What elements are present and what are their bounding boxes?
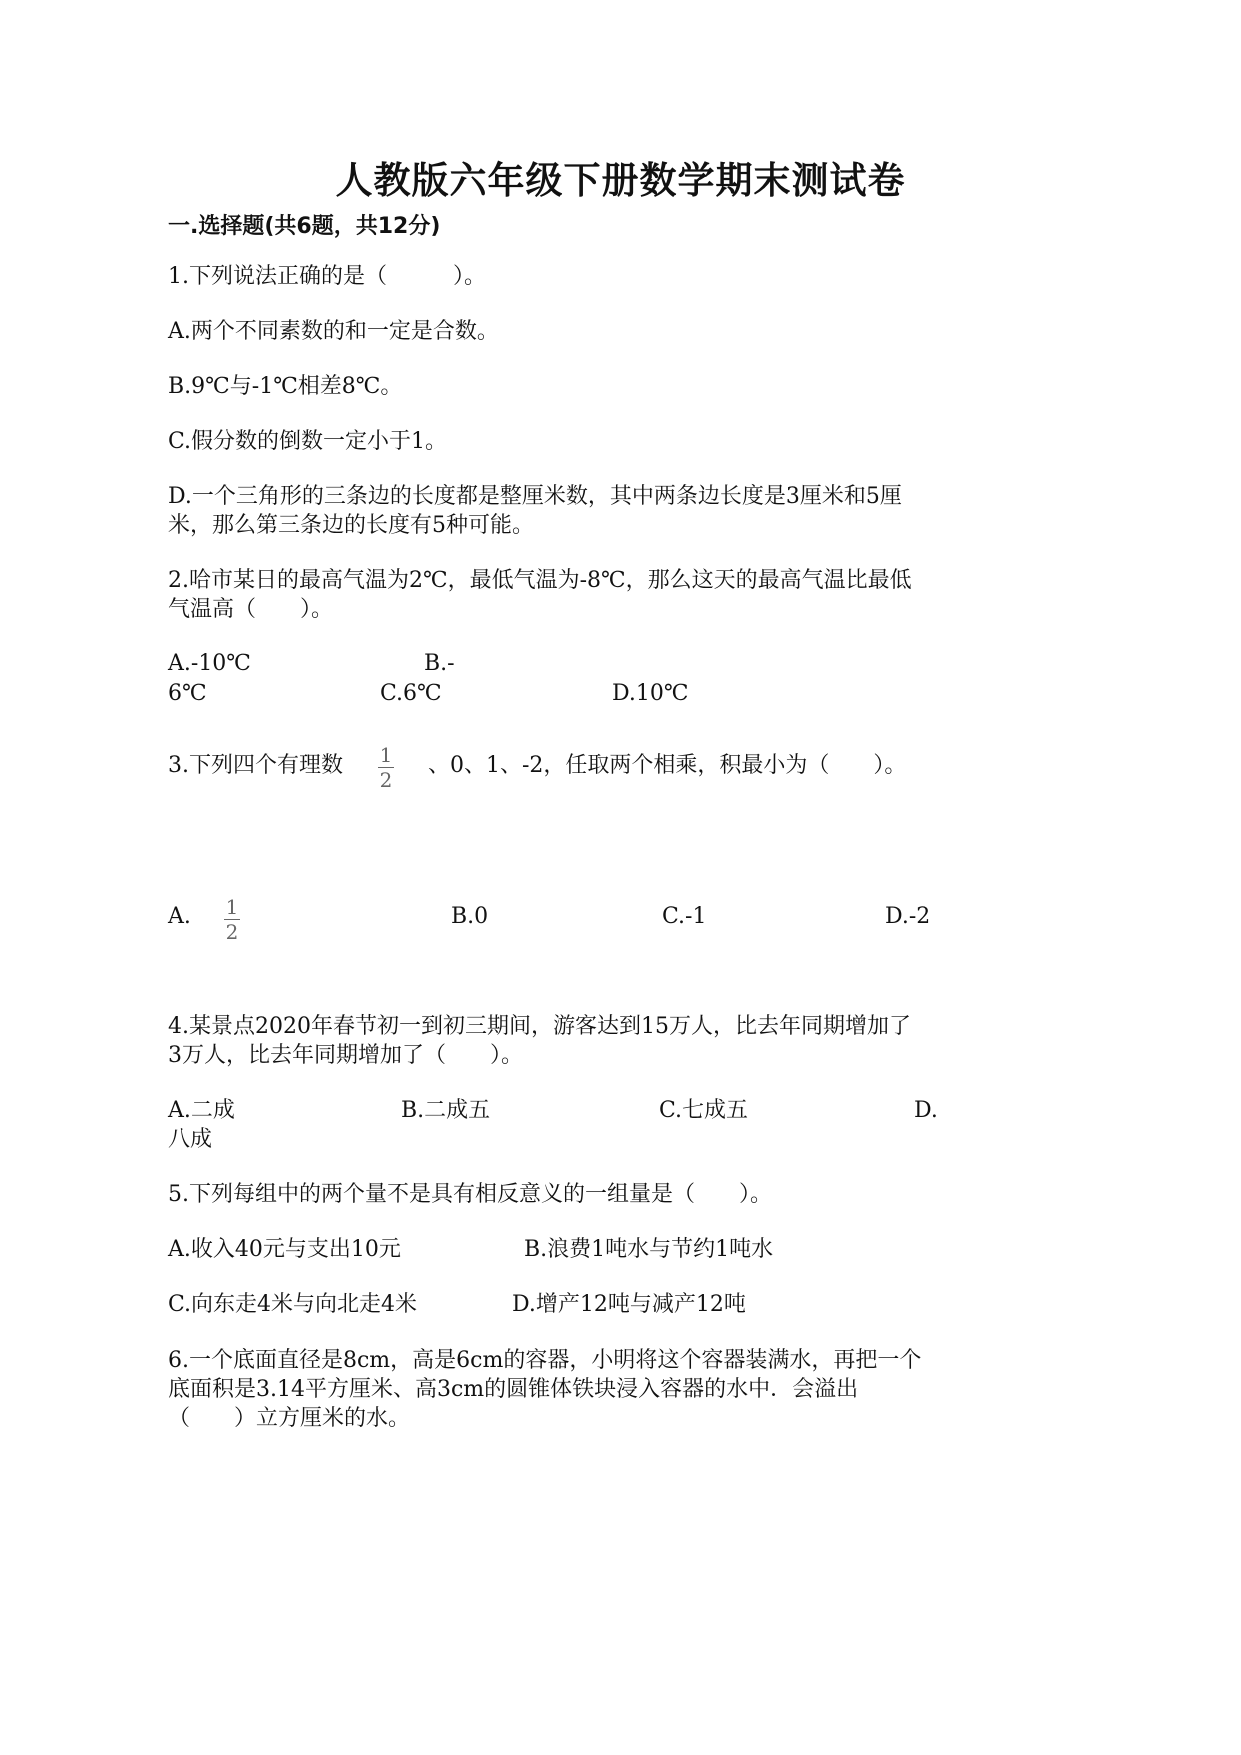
q2-stem-line1: 2.哈市某日的最高气温为2℃，最低气温为-8℃，那么这天的最高气温比最低 (168, 568, 912, 593)
q1-option-d-line1: D.一个三角形的三条边的长度都是整厘米数，其中两条边长度是3厘米和5厘 (168, 484, 902, 509)
q1-option-d-line2: 米，那么第三条边的长度有5种可能。 (168, 513, 534, 538)
page-title: 人教版六年级下册数学期末测试卷 (335, 159, 906, 202)
q3-option-a-label: A. (168, 904, 191, 929)
q1-option-b: B.9℃与-1℃相差8℃。 (168, 374, 403, 399)
q6-stem-line2: 底面积是3.14平方厘米、高3cm的圆锥体铁块浸入容器的水中．会溢出 (168, 1377, 859, 1402)
q1-option-a: A.两个不同素数的和一定是合数。 (168, 319, 499, 344)
q6-stem-line3: （ ）立方厘米的水。 (168, 1406, 411, 1431)
q3-fraction (378, 744, 394, 791)
q5-stem: 5.下列每组中的两个量不是具有相反意义的一组量是（ ）。 (168, 1182, 772, 1207)
q3-option-a-numerator: 1 (225, 895, 239, 919)
q4-option-d-part2: 八成 (168, 1127, 213, 1152)
q4-stem-line1: 4.某景点2020年春节初一到初三期间，游客达到15万人，比去年同期增加了 (168, 1014, 911, 1039)
q3-stem-prefix: 3.下列四个有理数 (168, 753, 343, 778)
q3-option-c: C.-1 (662, 904, 707, 929)
q1-stem: 1.下列说法正确的是（ ）。 (168, 264, 486, 289)
q4-stem-line2: 3万人，比去年同期增加了（ ）。 (168, 1043, 523, 1068)
q5-option-a: A.收入40元与支出10元 (168, 1237, 401, 1262)
q4-option-b: B.二成五 (401, 1098, 491, 1123)
q4-option-a: A.二成 (168, 1098, 235, 1123)
q3-fraction-denominator: 2 (379, 768, 393, 792)
q3-option-a-denominator: 2 (225, 920, 239, 944)
q3-option-b: B.0 (451, 904, 489, 929)
q5-option-d: D.增产12吨与减产12吨 (512, 1292, 746, 1317)
q3-option-a-fraction (224, 896, 240, 943)
q4-option-d-part1: D. (914, 1098, 938, 1123)
q1-option-c: C.假分数的倒数一定小于1。 (168, 429, 448, 454)
q6-stem-line1: 6.一个底面直径是8cm，高是6cm的容器，小明将这个容器装满水，再把一个 (168, 1348, 922, 1373)
q5-option-c: C.向东走4米与向北走4米 (168, 1292, 418, 1317)
q2-stem-line2: 气温高（ ）。 (168, 597, 334, 622)
section-heading: 一.选择题(共6题，共12分) (168, 214, 441, 239)
q2-option-c: C.6℃ (380, 681, 442, 706)
q3-stem-suffix: 、0、1、-2，任取两个相乘，积最小为（ ）。 (428, 753, 907, 778)
q4-option-c: C.七成五 (659, 1098, 749, 1123)
q3-option-d: D.-2 (885, 904, 931, 929)
q2-option-a: A.-10℃ (168, 651, 251, 676)
q5-option-b: B.浪费1吨水与节约1吨水 (524, 1237, 774, 1262)
q2-option-d: D.10℃ (612, 681, 689, 706)
q2-option-b-part1: B.- (424, 651, 455, 676)
q3-fraction-numerator: 1 (379, 743, 393, 767)
q2-option-b-part2: 6℃ (168, 681, 207, 706)
